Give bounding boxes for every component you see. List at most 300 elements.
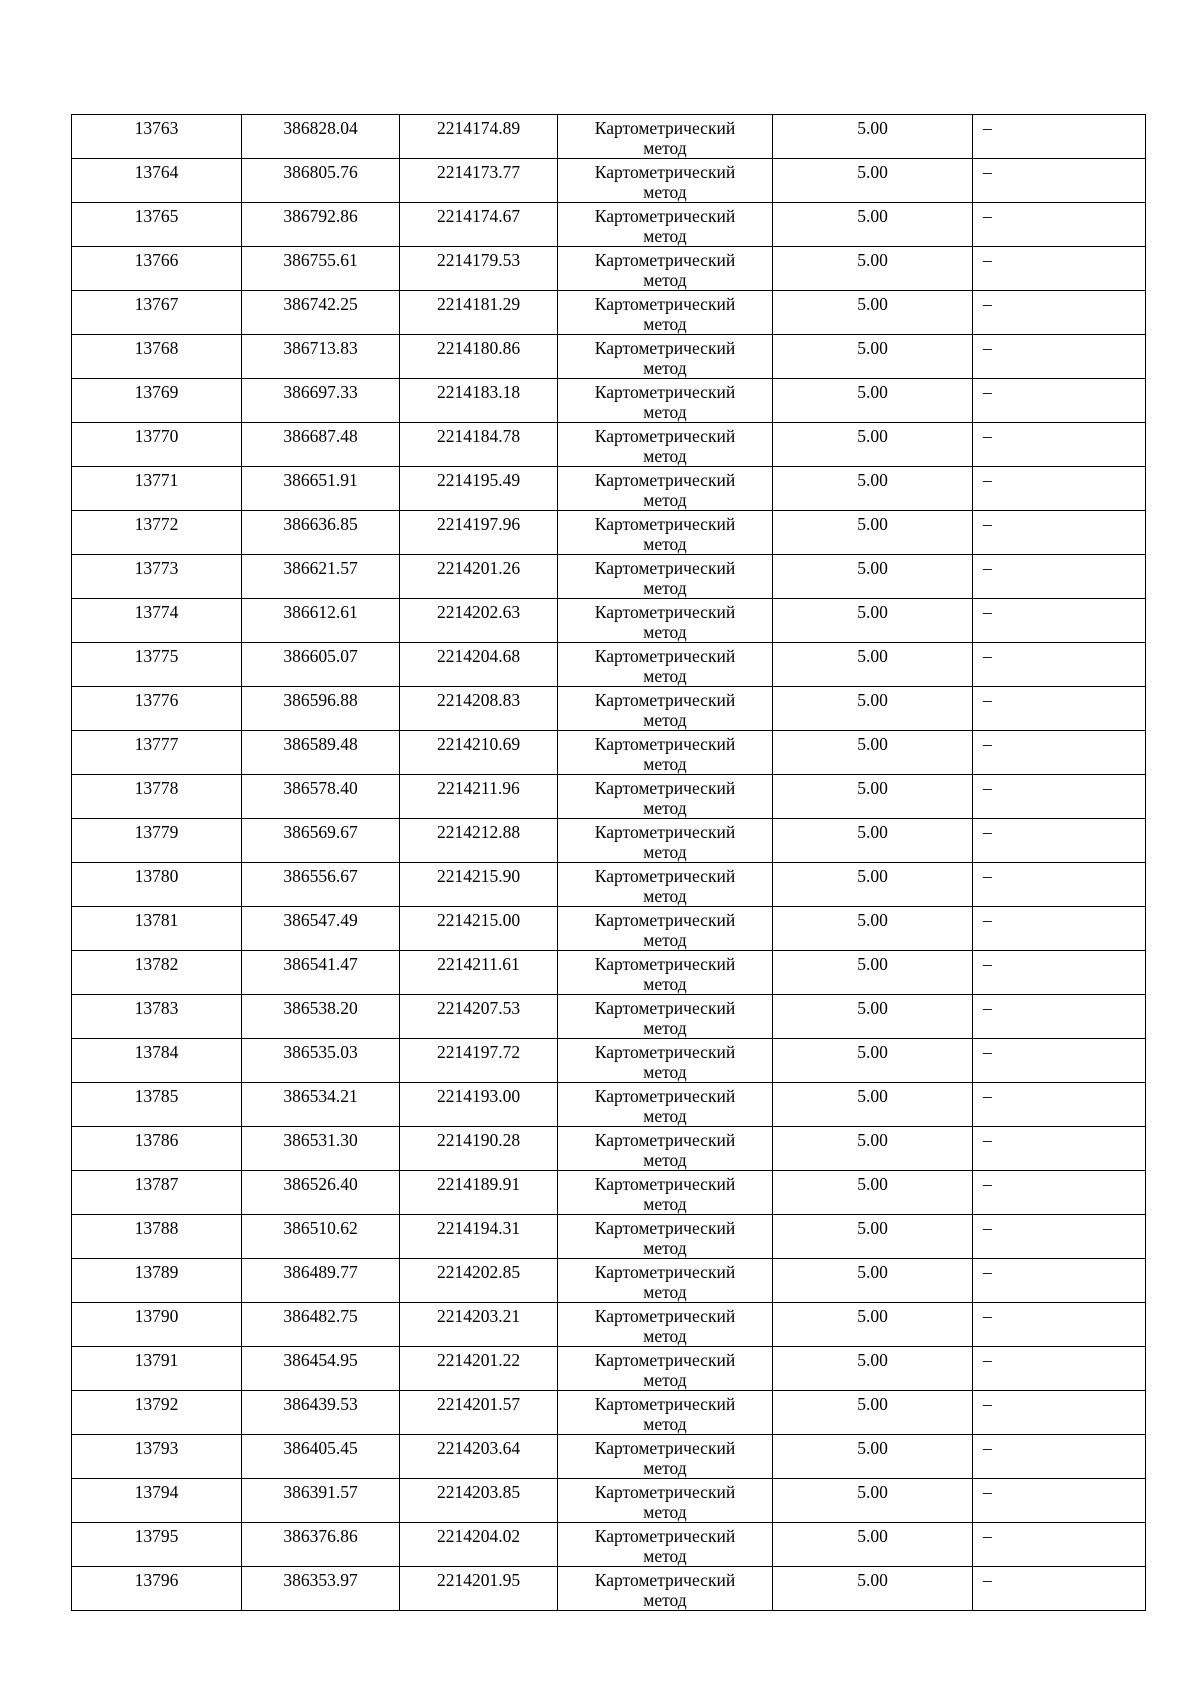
table-row [72,599,1146,643]
method-text-line: Картометрический [594,1174,736,1194]
method-cell [558,511,773,555]
method-text-line: Картометрический [594,602,736,622]
x-coordinate-cell: 386589.48 [242,731,400,775]
note-cell: – [973,555,1146,599]
method-text-line: Картометрический [594,1570,736,1590]
x-coordinate-cell: 386605.07 [242,643,400,687]
accuracy-cell: 5.00 [773,467,973,511]
note-cell: – [973,1567,1146,1611]
table-row [72,775,1146,819]
accuracy-cell: 5.00 [773,423,973,467]
method-text-line: метод [643,622,687,642]
point-number-cell: 13784 [72,1039,242,1083]
method-text-line: Картометрический [594,822,736,842]
accuracy-cell: 5.00 [773,555,973,599]
accuracy-cell: 5.00 [773,819,973,863]
table-row [72,1391,1146,1435]
point-number-cell: 13769 [72,379,242,423]
method-cell [558,1127,773,1171]
method-text-line: Картометрический [594,118,736,138]
point-number-cell: 13763 [72,115,242,159]
accuracy-cell: 5.00 [773,951,973,995]
y-coordinate-cell: 2214184.78 [400,423,558,467]
x-coordinate-cell: 386612.61 [242,599,400,643]
note-cell: – [973,863,1146,907]
point-number-cell: 13764 [72,159,242,203]
method-cell [558,1391,773,1435]
method-text-line: метод [643,1106,687,1126]
method-text-line: Картометрический [594,558,736,578]
method-text-line: Картометрический [594,1350,736,1370]
table-row [72,335,1146,379]
note-cell: – [973,599,1146,643]
method-text-line: Картометрический [594,1482,736,1502]
x-coordinate-cell: 386547.49 [242,907,400,951]
x-coordinate-cell: 386556.67 [242,863,400,907]
y-coordinate-cell: 2214204.02 [400,1523,558,1567]
y-coordinate-cell: 2214197.72 [400,1039,558,1083]
point-number-cell: 13786 [72,1127,242,1171]
note-cell: – [973,335,1146,379]
y-coordinate-cell: 2214183.18 [400,379,558,423]
accuracy-cell: 5.00 [773,775,973,819]
accuracy-cell: 5.00 [773,1259,973,1303]
method-text-line: Картометрический [594,1086,736,1106]
accuracy-cell: 5.00 [773,907,973,951]
y-coordinate-cell: 2214212.88 [400,819,558,863]
note-cell: – [973,1083,1146,1127]
accuracy-cell: 5.00 [773,1523,973,1567]
method-text-line: метод [643,1502,687,1522]
x-coordinate-cell: 386697.33 [242,379,400,423]
table-row [72,1347,1146,1391]
x-coordinate-cell: 386391.57 [242,1479,400,1523]
y-coordinate-cell: 2214201.22 [400,1347,558,1391]
method-text-line: Картометрический [594,1394,736,1414]
method-text-line: метод [643,490,687,510]
method-cell [558,819,773,863]
accuracy-cell: 5.00 [773,687,973,731]
note-cell: – [973,995,1146,1039]
method-text-line: Картометрический [594,690,736,710]
y-coordinate-cell: 2214201.57 [400,1391,558,1435]
method-text-line: метод [643,1370,687,1390]
y-coordinate-cell: 2214194.31 [400,1215,558,1259]
method-text-line: метод [643,930,687,950]
method-text-line: метод [643,1194,687,1214]
method-cell [558,1083,773,1127]
method-text-line: Картометрический [594,998,736,1018]
method-cell [558,467,773,511]
note-cell: – [973,731,1146,775]
point-number-cell: 13765 [72,203,242,247]
note-cell: – [973,775,1146,819]
x-coordinate-cell: 386454.95 [242,1347,400,1391]
accuracy-cell: 5.00 [773,599,973,643]
method-cell [558,423,773,467]
method-text-line: метод [643,402,687,422]
method-text-line: Картометрический [594,382,736,402]
method-text-line: Картометрический [594,1526,736,1546]
table-row [72,203,1146,247]
method-text-line: метод [643,1150,687,1170]
method-text-line: метод [643,182,687,202]
x-coordinate-cell: 386636.85 [242,511,400,555]
accuracy-cell: 5.00 [773,1391,973,1435]
method-text-line: метод [643,578,687,598]
accuracy-cell: 5.00 [773,511,973,555]
method-text-line: Картометрический [594,910,736,930]
table-row [72,159,1146,203]
note-cell: – [973,1479,1146,1523]
accuracy-cell: 5.00 [773,1479,973,1523]
method-cell [558,159,773,203]
table-row [72,863,1146,907]
method-text-line: Картометрический [594,162,736,182]
note-cell: – [973,1303,1146,1347]
accuracy-cell: 5.00 [773,863,973,907]
accuracy-cell: 5.00 [773,1567,973,1611]
method-text-line: Картометрический [594,1306,736,1326]
x-coordinate-cell: 386405.45 [242,1435,400,1479]
method-cell [558,951,773,995]
accuracy-cell: 5.00 [773,995,973,1039]
y-coordinate-cell: 2214179.53 [400,247,558,291]
y-coordinate-cell: 2214215.00 [400,907,558,951]
point-number-cell: 13788 [72,1215,242,1259]
note-cell: – [973,379,1146,423]
method-cell [558,643,773,687]
point-number-cell: 13792 [72,1391,242,1435]
y-coordinate-cell: 2214203.85 [400,1479,558,1523]
x-coordinate-cell: 386376.86 [242,1523,400,1567]
x-coordinate-cell: 386805.76 [242,159,400,203]
accuracy-cell: 5.00 [773,1303,973,1347]
x-coordinate-cell: 386510.62 [242,1215,400,1259]
point-number-cell: 13796 [72,1567,242,1611]
method-text-line: Картометрический [594,778,736,798]
method-text-line: Картометрический [594,734,736,754]
table-row [72,819,1146,863]
method-cell [558,599,773,643]
table-row [72,1171,1146,1215]
x-coordinate-cell: 386578.40 [242,775,400,819]
x-coordinate-cell: 386742.25 [242,291,400,335]
point-number-cell: 13780 [72,863,242,907]
table-row [72,1479,1146,1523]
method-text-line: Картометрический [594,294,736,314]
point-number-cell: 13782 [72,951,242,995]
note-cell: – [973,1391,1146,1435]
x-coordinate-cell: 386792.86 [242,203,400,247]
point-number-cell: 13781 [72,907,242,951]
accuracy-cell: 5.00 [773,291,973,335]
note-cell: – [973,203,1146,247]
method-text-line: метод [643,270,687,290]
method-cell [558,335,773,379]
note-cell: – [973,291,1146,335]
note-cell: – [973,1523,1146,1567]
x-coordinate-cell: 386651.91 [242,467,400,511]
note-cell: – [973,511,1146,555]
accuracy-cell: 5.00 [773,1127,973,1171]
note-cell: – [973,159,1146,203]
method-text-line: метод [643,842,687,862]
y-coordinate-cell: 2214202.85 [400,1259,558,1303]
method-text-line: Картометрический [594,1042,736,1062]
accuracy-cell: 5.00 [773,115,973,159]
y-coordinate-cell: 2214207.53 [400,995,558,1039]
method-cell [558,1479,773,1523]
table-row [72,379,1146,423]
accuracy-cell: 5.00 [773,203,973,247]
note-cell: – [973,1435,1146,1479]
point-number-cell: 13770 [72,423,242,467]
y-coordinate-cell: 2214174.67 [400,203,558,247]
note-cell: – [973,1039,1146,1083]
point-number-cell: 13772 [72,511,242,555]
note-cell: – [973,115,1146,159]
x-coordinate-cell: 386489.77 [242,1259,400,1303]
method-cell [558,1039,773,1083]
x-coordinate-cell: 386621.57 [242,555,400,599]
table-row [72,467,1146,511]
method-cell [558,1435,773,1479]
accuracy-cell: 5.00 [773,1347,973,1391]
y-coordinate-cell: 2214189.91 [400,1171,558,1215]
x-coordinate-cell: 386531.30 [242,1127,400,1171]
x-coordinate-cell: 386569.67 [242,819,400,863]
method-text-line: метод [643,754,687,774]
y-coordinate-cell: 2214204.68 [400,643,558,687]
note-cell: – [973,907,1146,951]
y-coordinate-cell: 2214197.96 [400,511,558,555]
method-cell [558,1259,773,1303]
coordinates-table [71,114,1146,1611]
point-number-cell: 13795 [72,1523,242,1567]
note-cell: – [973,1127,1146,1171]
method-text-line: метод [643,1282,687,1302]
point-number-cell: 13779 [72,819,242,863]
table-row [72,1039,1146,1083]
method-text-line: Картометрический [594,250,736,270]
method-text-line: Картометрический [594,1218,736,1238]
x-coordinate-cell: 386526.40 [242,1171,400,1215]
table-row [72,511,1146,555]
x-coordinate-cell: 386353.97 [242,1567,400,1611]
x-coordinate-cell: 386596.88 [242,687,400,731]
point-number-cell: 13794 [72,1479,242,1523]
note-cell: – [973,247,1146,291]
method-cell [558,1215,773,1259]
method-cell [558,247,773,291]
point-number-cell: 13790 [72,1303,242,1347]
table-row [72,995,1146,1039]
point-number-cell: 13777 [72,731,242,775]
accuracy-cell: 5.00 [773,159,973,203]
method-text-line: Картометрический [594,338,736,358]
table-row [72,1523,1146,1567]
point-number-cell: 13771 [72,467,242,511]
method-cell [558,995,773,1039]
method-text-line: метод [643,1546,687,1566]
method-cell [558,115,773,159]
point-number-cell: 13775 [72,643,242,687]
note-cell: – [973,687,1146,731]
table-row [72,1435,1146,1479]
note-cell: – [973,467,1146,511]
accuracy-cell: 5.00 [773,247,973,291]
method-cell [558,1171,773,1215]
table-row [72,1259,1146,1303]
point-number-cell: 13767 [72,291,242,335]
method-text-line: метод [643,534,687,554]
y-coordinate-cell: 2214181.29 [400,291,558,335]
note-cell: – [973,951,1146,995]
note-cell: – [973,1259,1146,1303]
table-row [72,115,1146,159]
point-number-cell: 13768 [72,335,242,379]
method-text-line: Картометрический [594,646,736,666]
y-coordinate-cell: 2214211.96 [400,775,558,819]
method-text-line: Картометрический [594,470,736,490]
note-cell: – [973,1215,1146,1259]
y-coordinate-cell: 2214190.28 [400,1127,558,1171]
method-cell [558,1303,773,1347]
method-text-line: метод [643,710,687,730]
x-coordinate-cell: 386538.20 [242,995,400,1039]
method-text-line: Картометрический [594,866,736,886]
x-coordinate-cell: 386713.83 [242,335,400,379]
x-coordinate-cell: 386828.04 [242,115,400,159]
table-row [72,687,1146,731]
table-row [72,1567,1146,1611]
method-text-line: метод [643,1458,687,1478]
x-coordinate-cell: 386541.47 [242,951,400,995]
method-text-line: метод [643,358,687,378]
method-text-line: метод [643,446,687,466]
method-cell [558,379,773,423]
note-cell: – [973,643,1146,687]
method-cell [558,775,773,819]
table-row [72,1083,1146,1127]
x-coordinate-cell: 386482.75 [242,1303,400,1347]
accuracy-cell: 5.00 [773,643,973,687]
method-cell [558,555,773,599]
method-text-line: метод [643,798,687,818]
y-coordinate-cell: 2214215.90 [400,863,558,907]
method-text-line: метод [643,1590,687,1610]
point-number-cell: 13785 [72,1083,242,1127]
accuracy-cell: 5.00 [773,1083,973,1127]
method-text-line: Картометрический [594,426,736,446]
method-text-line: метод [643,1414,687,1434]
table-row [72,951,1146,995]
method-text-line: Картометрический [594,206,736,226]
point-number-cell: 13778 [72,775,242,819]
x-coordinate-cell: 386439.53 [242,1391,400,1435]
y-coordinate-cell: 2214203.64 [400,1435,558,1479]
method-cell [558,1347,773,1391]
method-cell [558,731,773,775]
table-row [72,1303,1146,1347]
accuracy-cell: 5.00 [773,1215,973,1259]
method-text-line: метод [643,1238,687,1258]
table-row [72,907,1146,951]
y-coordinate-cell: 2214173.77 [400,159,558,203]
method-text-line: метод [643,886,687,906]
table-row [72,1127,1146,1171]
table-row [72,643,1146,687]
accuracy-cell: 5.00 [773,1171,973,1215]
y-coordinate-cell: 2214193.00 [400,1083,558,1127]
table-row [72,1215,1146,1259]
method-cell [558,203,773,247]
table-row [72,555,1146,599]
x-coordinate-cell: 386755.61 [242,247,400,291]
y-coordinate-cell: 2214211.61 [400,951,558,995]
x-coordinate-cell: 386534.21 [242,1083,400,1127]
y-coordinate-cell: 2214201.95 [400,1567,558,1611]
note-cell: – [973,819,1146,863]
note-cell: – [973,1171,1146,1215]
x-coordinate-cell: 386687.48 [242,423,400,467]
method-cell [558,291,773,335]
x-coordinate-cell: 386535.03 [242,1039,400,1083]
y-coordinate-cell: 2214195.49 [400,467,558,511]
method-text-line: метод [643,314,687,334]
point-number-cell: 13791 [72,1347,242,1391]
method-cell [558,1567,773,1611]
accuracy-cell: 5.00 [773,731,973,775]
method-text-line: метод [643,1062,687,1082]
point-number-cell: 13789 [72,1259,242,1303]
table-row [72,731,1146,775]
point-number-cell: 13766 [72,247,242,291]
point-number-cell: 13783 [72,995,242,1039]
y-coordinate-cell: 2214202.63 [400,599,558,643]
point-number-cell: 13787 [72,1171,242,1215]
method-text-line: Картометрический [594,1438,736,1458]
method-text-line: Картометрический [594,954,736,974]
point-number-cell: 13793 [72,1435,242,1479]
method-text-line: метод [643,1018,687,1038]
y-coordinate-cell: 2214180.86 [400,335,558,379]
method-cell [558,687,773,731]
y-coordinate-cell: 2214201.26 [400,555,558,599]
method-text-line: Картометрический [594,1262,736,1282]
point-number-cell: 13776 [72,687,242,731]
method-text-line: Картометрический [594,514,736,534]
method-text-line: метод [643,1326,687,1346]
y-coordinate-cell: 2214203.21 [400,1303,558,1347]
method-text-line: Картометрический [594,1130,736,1150]
note-cell: – [973,423,1146,467]
point-number-cell: 13774 [72,599,242,643]
table-body [72,115,1146,1611]
y-coordinate-cell: 2214210.69 [400,731,558,775]
method-cell [558,907,773,951]
accuracy-cell: 5.00 [773,335,973,379]
table-row [72,291,1146,335]
y-coordinate-cell: 2214174.89 [400,115,558,159]
accuracy-cell: 5.00 [773,1435,973,1479]
note-cell: – [973,1347,1146,1391]
accuracy-cell: 5.00 [773,1039,973,1083]
method-text-line: метод [643,138,687,158]
method-text-line: метод [643,666,687,686]
method-cell [558,863,773,907]
